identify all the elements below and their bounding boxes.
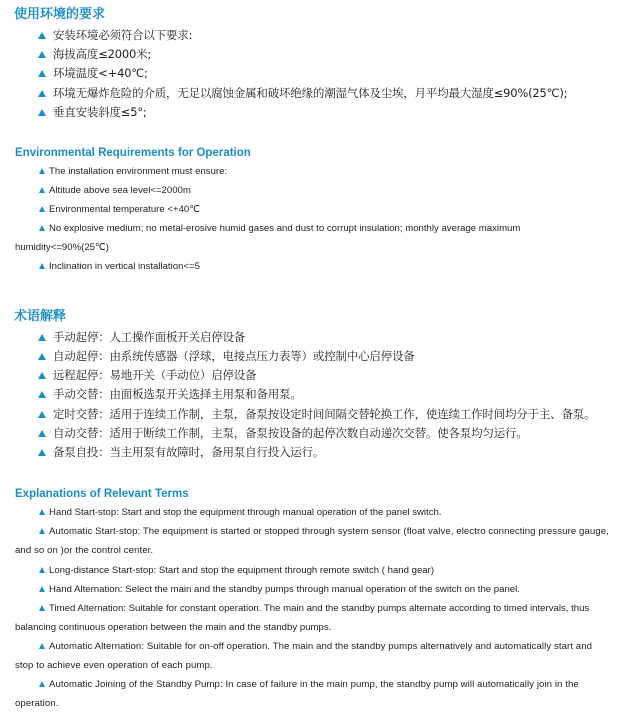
triangle-bullet-icon bbox=[38, 391, 46, 398]
triangle-bullet-icon bbox=[39, 168, 45, 174]
triangle-bullet-icon bbox=[39, 187, 45, 193]
triangle-bullet-icon bbox=[38, 372, 46, 379]
list-item: 环境温度<+40℃; bbox=[38, 65, 148, 81]
triangle-bullet-icon bbox=[38, 334, 46, 341]
terms-en-title: Explanations of Relevant Terms bbox=[15, 488, 189, 500]
list-item: 垂直安装斜度≤5°; bbox=[38, 104, 147, 120]
list-item: 远程起停：易地开关（手动位）启停设备 bbox=[38, 367, 256, 383]
triangle-bullet-icon bbox=[39, 567, 45, 573]
triangle-bullet-icon bbox=[39, 586, 45, 592]
list-item: 定时交替：适用于连续工作制，主泵，备泵按设定时间间隔交替轮换工作，使连续工作时间均分于主、备泵。 bbox=[38, 406, 595, 422]
list-item: Hand Alternation: Select the main and the standby pumps through manual operation of the switch on the panel. bbox=[15, 580, 610, 599]
list-item: 自动起停：由系统传感器（浮球，电接点压力表等）或控制中心启停设备 bbox=[38, 348, 415, 364]
triangle-bullet-icon bbox=[38, 90, 46, 97]
list-item: 安装环境必须符合以下要求: bbox=[38, 27, 192, 43]
list-item: Altitude above sea level<=2000m bbox=[15, 181, 610, 200]
list-item: Hand Start-stop: Start and stop the equipment through manual operation of the panel switch. bbox=[15, 503, 610, 522]
list-item: No explosive medium; no metal-erosive humid gases and dust to corrupt insulation; monthly average maximum humidity<=90%(25℃) bbox=[15, 223, 521, 253]
triangle-bullet-icon bbox=[38, 411, 46, 418]
triangle-bullet-icon bbox=[38, 353, 46, 360]
triangle-bullet-icon bbox=[39, 643, 45, 649]
list-item: Timed Alternation: Suitable for constant operation. The main and the standby pumps alternate according to timed intervals, thus balancing continuous operation between the main and the standby pumps. bbox=[15, 603, 590, 633]
triangle-bullet-icon bbox=[39, 509, 45, 515]
triangle-bullet-icon bbox=[39, 605, 45, 611]
triangle-bullet-icon bbox=[38, 430, 46, 437]
list-item: Long-distance Start-stop: Start and stop the equipment through remote switch ( hand gear) bbox=[15, 561, 610, 580]
list-item: The installation environment must ensure: bbox=[15, 162, 610, 181]
list-item: 自动交替：适用于断续工作制，主泵，备泵按设备的起停次数自动递次交替。使各泵均匀运行。 bbox=[38, 425, 528, 441]
triangle-bullet-icon bbox=[39, 681, 45, 687]
triangle-bullet-icon bbox=[39, 225, 45, 231]
list-item: 手动起停：人工操作面板开关启停设备 bbox=[38, 329, 245, 345]
list-item: 备泵自投：当主用泵有故障时，备用泵自行投入运行。 bbox=[38, 444, 324, 460]
triangle-bullet-icon bbox=[39, 263, 45, 269]
list-item: Automatic Start-stop: The equipment is started or stopped through system sensor (float valve, electro connecting pressure gauge, and so on )or the control center. bbox=[15, 526, 609, 556]
list-item: Inclination in vertical installation<=5 bbox=[15, 257, 610, 276]
list-item: 环境无爆炸危险的介质，无足以腐蚀金属和破坏绝缘的潮湿气体及尘埃，月平均最大湿度≤90%(25℃); bbox=[38, 85, 567, 101]
list-item: 海拔高度≤2000米; bbox=[38, 46, 151, 62]
list-item: Automatic Alternation: Suitable for on-off operation. The main and the standby pumps alternatively and automatically start and stop to achieve even operation of each pump. bbox=[15, 641, 593, 671]
triangle-bullet-icon bbox=[38, 70, 46, 77]
env-en-title: Environmental Requirements for Operation bbox=[15, 147, 251, 159]
triangle-bullet-icon bbox=[38, 51, 46, 58]
env-cn-title: 使用环境的要求 bbox=[14, 7, 106, 22]
triangle-bullet-icon bbox=[39, 528, 45, 534]
triangle-bullet-icon bbox=[38, 109, 46, 116]
list-item: 手动交替：由面板选泵开关选择主用泵和备用泵。 bbox=[38, 386, 302, 402]
list-item: Environmental temperature <+40℃ bbox=[15, 200, 610, 219]
triangle-bullet-icon bbox=[38, 449, 46, 456]
terms-cn-title: 术语解释 bbox=[14, 309, 67, 324]
triangle-bullet-icon bbox=[38, 32, 46, 39]
list-item: Automatic Joining of the Standby Pump: In case of failure in the main pump, the standby pump will automatically join in the operation. bbox=[15, 679, 579, 709]
triangle-bullet-icon bbox=[39, 206, 45, 212]
